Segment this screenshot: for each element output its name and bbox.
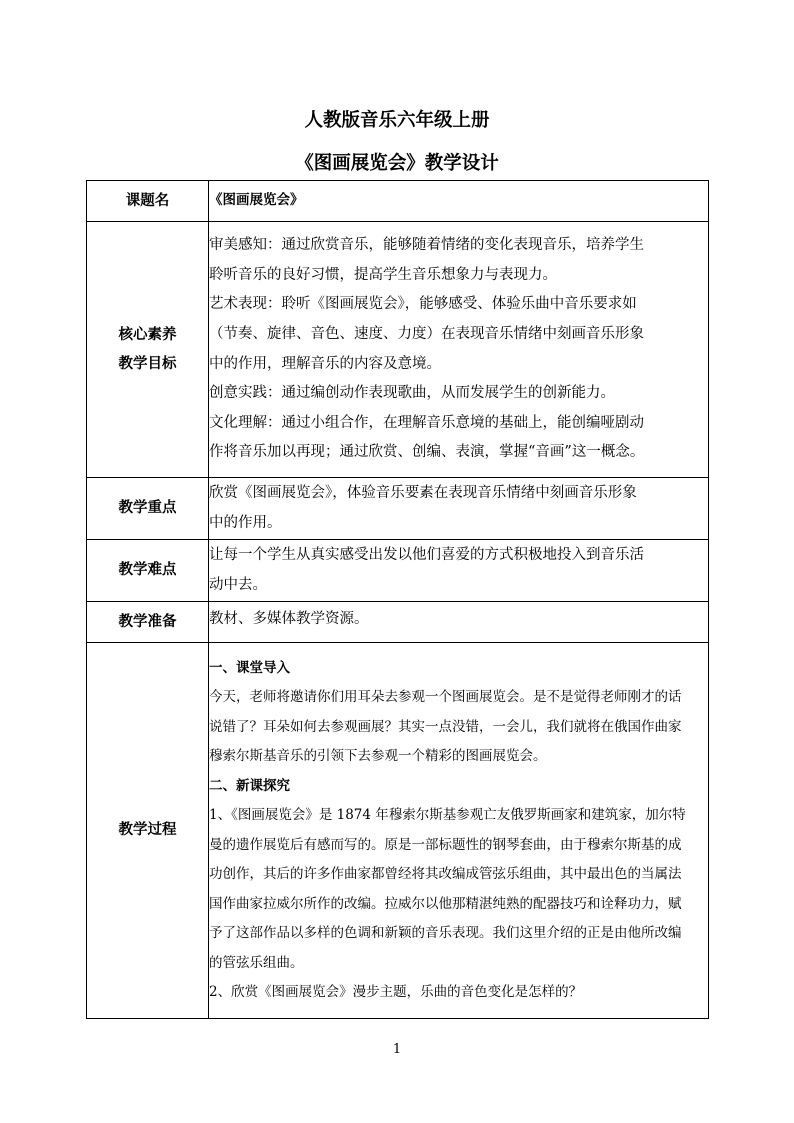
- goals-label-line2: 教学目标: [118, 355, 177, 372]
- preparation-label: 教学准备: [87, 602, 209, 643]
- process-line: 的管弦乐组曲。: [209, 954, 304, 971]
- process-line: 说错了？耳朵如何去参观画展？其实一点没错，一会儿，我们就将在俄国作曲家: [209, 718, 682, 735]
- section-heading: 一、课堂导入: [209, 659, 290, 676]
- key-points-content: [209, 478, 709, 540]
- key-points-line: 中的作用。: [209, 514, 282, 531]
- difficulties-line: 让每一个学生从真实感受出发以他们喜爱的方式积极地投入到音乐活: [209, 546, 644, 563]
- process-line: 功创作，其后的许多作曲家都曾经将其改编成管弦乐组曲，其中最出色的当属法: [209, 866, 682, 882]
- table-row-key-points: [87, 478, 709, 540]
- table-row-preparation: [87, 602, 709, 643]
- goals-content: [209, 222, 709, 478]
- table-row-difficulties: [87, 540, 709, 602]
- goals-line: 艺术表现：聆听《图画展览会》，能够感受、体验乐曲中音乐要求如: [209, 296, 637, 313]
- process-line: 穆索尔斯基音乐的引领下去参观一个精彩的图画展览会。: [209, 748, 547, 764]
- document-subtitle: 《图画展览会》教学设计: [295, 153, 499, 174]
- goals-line: 聆听音乐的良好习惯，提高学生音乐想象力与表现力。: [209, 266, 557, 283]
- table-row-topic: [87, 181, 709, 222]
- process-line: 予了这部作品以多样的色调和新颖的音乐表现。我们这里介绍的正是由他所改编: [209, 925, 682, 941]
- process-line: 1、《图画展览会》是 1874 年穆索尔斯基参观亡友俄罗斯画家和建筑家，加尔特: [209, 807, 686, 823]
- goals-line: （节奏、旋律、音色、速度、力度）在表现音乐情绪中刻画音乐形象: [209, 325, 644, 342]
- key-points-label: 教学重点: [87, 478, 209, 540]
- page-number: 1: [392, 1042, 402, 1057]
- topic-label: 课题名: [87, 181, 209, 222]
- process-line: 国作曲家拉威尔所作的改编。拉威尔以他那精湛纯熟的配器技巧和诠释功力，赋: [209, 895, 682, 912]
- goals-label-line1: 核心素养: [118, 326, 177, 343]
- difficulties-label: 教学难点: [87, 540, 209, 602]
- goals-line: 文化理解：通过小组合作，在理解音乐意境的基础上，能创编哑剧动: [209, 414, 644, 431]
- table-row-goals: [87, 222, 709, 478]
- goals-line: 作将音乐加以再现；通过欣赏、创编、表演，掌握“音画”这一概念。: [209, 444, 645, 461]
- difficulties-content: [209, 540, 709, 602]
- process-line: 今天，老师将邀请你们用耳朵去参观一个图画展览会。是不是觉得老师刚才的话: [209, 689, 682, 705]
- key-points-line: 欣赏《图画展览会》，体验音乐要素在表现音乐情绪中刻画音乐形象: [209, 484, 637, 501]
- goals-line: 审美感知：通过欣赏音乐，能够随着情绪的变化表现音乐，培养学生: [209, 237, 644, 254]
- section-heading: 二、新课探究: [209, 777, 290, 794]
- process-line: 曼的遗作展览后有感而写的。原是一部标题性的钢琴套曲，由于穆索尔斯基的成: [209, 836, 682, 853]
- document-title: 人教版音乐六年级上册: [304, 110, 490, 131]
- preparation-value: 教材、多媒体教学资源。: [209, 602, 709, 643]
- goals-label: [87, 222, 209, 478]
- process-line: 2、欣赏《图画展览会》漫步主题，乐曲的音色变化是怎样的？: [209, 984, 583, 1000]
- goals-line: 中的作用，理解音乐的内容及意境。: [209, 355, 441, 372]
- difficulties-line: 动中去。: [209, 576, 267, 593]
- table-row-process: [87, 643, 709, 1019]
- topic-value: 《图画展览会》: [209, 181, 709, 222]
- goals-line: 创意实践：通过编创动作表现歌曲，从而发展学生的创新能力。: [209, 385, 615, 402]
- lesson-plan-table: [86, 180, 709, 1019]
- process-content: [209, 643, 709, 1019]
- process-label: 教学过程: [87, 643, 209, 1019]
